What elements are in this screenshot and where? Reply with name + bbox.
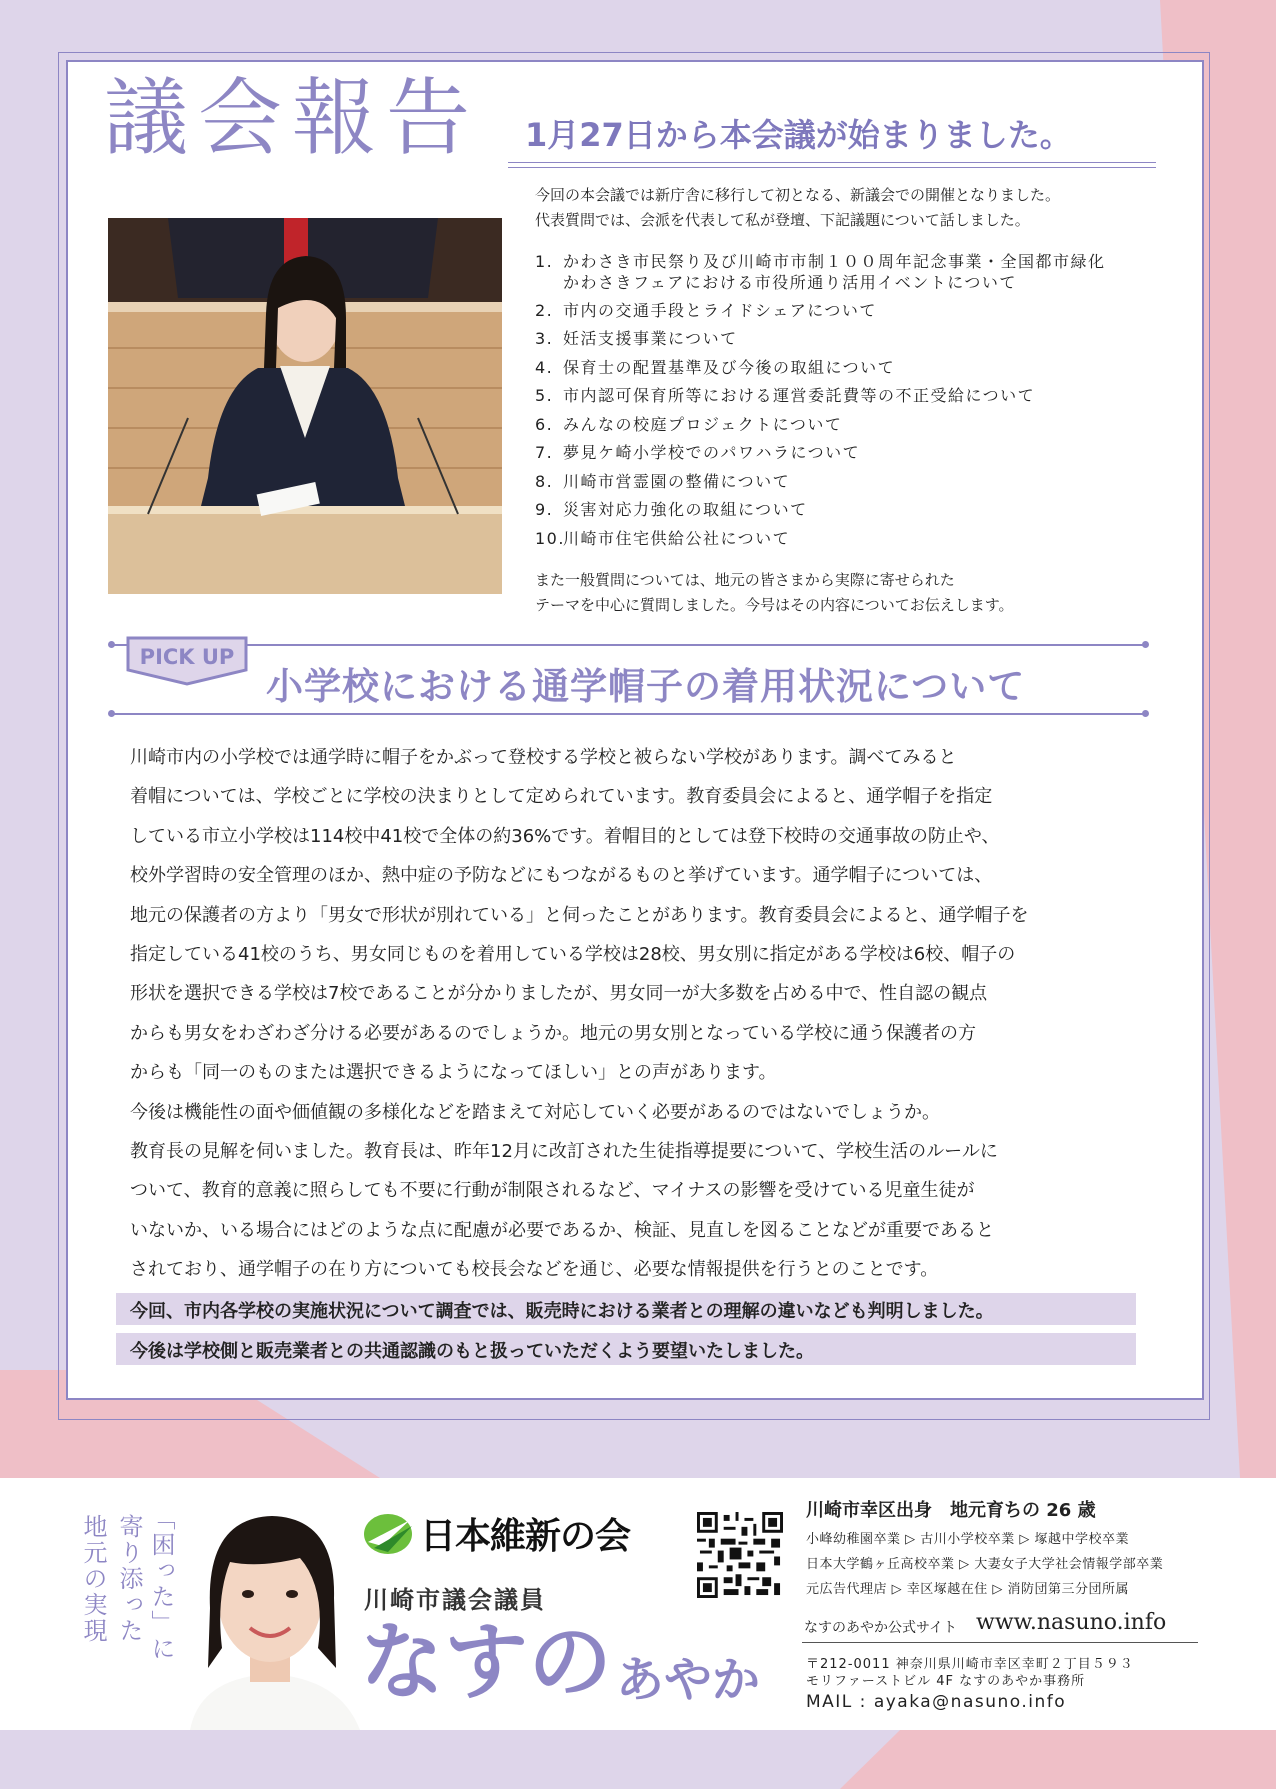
page-subtitle: 1月27日から本会議が始まりました。 [525,116,1072,154]
intro-text [535,183,1060,233]
profile-line: 日本大学鶴ヶ丘高校卒業 ▷ 大妻女子大学社会情報学部卒業 [806,1557,1164,1572]
highlight-text: 今後は学校側と販売業者との共通認識のもと扱っていただくよう要望いたしました。 [130,1341,814,1362]
profile-heading: 川崎市幸区出身 地元育ちの 26 歳 [806,1500,1096,1521]
intro-line: 今回の本会議では新庁舎に移行して初となる、新議会での開催となりました。 [535,186,1061,204]
topic-item-continuation: かわさきフェアにおける市役所通り活用イベントについて [563,272,1017,292]
intro-line: 代表質問では、会派を代表して私が登壇、下記議題について話しました。 [535,211,1030,229]
slogan-line: 「困った」に [147,1506,175,1662]
email-link[interactable]: MAIL : ayaka@nasuno.info [806,1692,1067,1712]
candidate-portrait [150,1498,390,1730]
topic-number: 8. [535,471,554,491]
topic-text: 川崎市住宅供給公社について [563,528,791,548]
topic-number: 10. [535,528,565,548]
rule-dot [1142,641,1149,648]
outro-line: また一般質問については、地元の皆さまから実際に寄せられた [535,571,955,589]
topic-item [535,439,1106,468]
party-name: 日本維新の会 [420,1515,631,1557]
topic-text: 妊活支援事業について [563,329,738,348]
topic-item [535,468,1106,497]
section-title: 小学校における通学帽子の着用状況について [266,665,1026,708]
article-body [130,738,1138,1290]
subtitle-underline [508,162,1156,168]
office-address: モリファーストビル 4F なすのあやか事務所 [806,1674,1086,1689]
highlight-text: 今回、市内各学校の実施状況について調査では、販売時における業者との理解の違いなども判明しました。 [130,1301,994,1322]
topic-text: 保育士の配置基準及び今後の取組について [563,357,896,377]
office-address: 〒212-0011 神奈川県川崎市幸区幸町２丁目５９３ [806,1657,1134,1672]
body-line: からも男女をわざわざ分ける必要があるのでしょうか。地元の男女別となっている学校に通う保護者の方 [130,1022,976,1044]
topic-number: 9. [535,500,554,519]
topic-number: 5. [535,386,554,405]
body-line: 地元の保護者の方より「男女で形状が別れている」と伺ったことがあります。教育委員会によると、通学帽子を [130,904,1029,926]
rule-dot [1142,710,1149,717]
topic-text: みんなの校庭プロジェクトについて [563,414,843,434]
body-line: 校外学習時の安全管理のほか、熱中症の予防などにもつながるものと挙げています。通学帽子については、 [130,865,993,887]
qr-code-icon[interactable] [697,1512,783,1598]
body-line: 形状を選択できる学校は7校であることが分かりましたが、男女同一が大多数を占める中で、性自認の観点 [130,983,988,1005]
body-line: 川崎市内の小学校では通学時に帽子をかぶって登校する学校と被らない学校があります。調べてみると [130,747,957,768]
outro-text [535,568,1014,618]
body-line: 教育長の見解を伺いました。教育長は、昨年12月に改訂された生徒指導提要について、学校生活のルールに [130,1141,998,1163]
official-site-link[interactable]: www.nasuno.info [976,1610,1167,1635]
portrait-illustration [150,1498,390,1730]
slogan-line: 寄り添った [115,1514,143,1644]
pickup-badge-label: PICK UP [139,645,235,669]
pickup-rule-top [110,644,1146,646]
rule-dot [108,710,115,717]
speech-photo [108,218,502,594]
topic-item [535,411,1106,440]
pickup-rule-bottom [110,713,1146,715]
topic-number: 7. [535,443,554,462]
body-line: 指定している41校のうち、男女同じものを着用している学校は28校、男女別に指定がある学校は6校、帽子の [130,944,1016,966]
body-line: からも「同一のものまたは選択できるようになってほしい」との声があります。 [130,1062,777,1084]
topic-item [535,382,1106,411]
topic-number: 6. [535,414,554,434]
topic-number: 3. [535,329,554,348]
candidate-role: 川崎市議会議員 [364,1586,546,1614]
candidate-name: なすの [360,1613,613,1711]
body-line: されており、通学帽子の在り方についても校長会などを通じ、必要な情報提供を行うとのことです。 [130,1259,939,1281]
site-divider [802,1642,1198,1643]
topic-text: かわさき市民祭り及び川崎市市制１００周年記念事業・全国都市緑化 [563,252,1106,271]
body-line: している市立小学校は114校中41校で全体の約36%です。着帽目的としては登下校時の交通事故の防止や、 [130,825,1000,847]
topic-item [535,354,1106,383]
question-topic-list [535,248,1106,553]
topic-number: 4. [535,357,554,377]
topic-item [535,496,1106,525]
topic-number: 1. [535,252,554,271]
highlight-box [116,1333,1136,1365]
outro-line: テーマを中心に質問しました。今号はその内容についてお伝えします。 [535,596,1014,614]
topic-item [535,325,1106,354]
profile-line: 元広告代理店 ▷ 幸区塚越在住 ▷ 消防団第三分団所属 [806,1582,1130,1597]
page-title: 議会報告 [104,69,481,167]
topic-number: 2. [535,300,554,320]
topic-item [535,297,1106,326]
speaker-at-podium-illustration [108,218,502,594]
site-label: なすのあやか公式サイト [804,1620,958,1636]
topic-item [535,525,1106,554]
topic-text: 市内の交通手段とライドシェアについて [563,300,877,320]
candidate-given-name: あやか [616,1652,761,1708]
topic-text: 川崎市営霊園の整備について [563,471,791,491]
topic-text: 災害対応力強化の取組について [563,500,808,519]
topic-text: 市内認可保育所等における運営委託費等の不正受給について [563,386,1036,405]
body-line: 今後は機能性の面や価値観の多様化などを踏まえて対応していく必要があるのではないでしょうか。 [130,1101,940,1123]
highlight-box [116,1293,1136,1325]
rule-dot [108,641,115,648]
profile-line: 小峰幼稚園卒業 ▷ 古川小学校卒業 ▷ 塚越中学校卒業 [806,1532,1130,1547]
topic-text: 夢見ケ崎小学校でのパワハラについて [563,443,861,462]
body-line: 着帽については、学校ごとに学校の決まりとして定められています。教育委員会によると、通学帽子を指定 [130,786,993,808]
pickup-badge [124,634,250,688]
body-line: ついて、教育的意義に照らしても不要に行動が制限されるなど、マイナスの影響を受けている児童生徒が [130,1180,975,1202]
body-line: いないか、いる場合にはどのような点に配慮が必要であるか、検証、見直しを図ることなどが重要であると [130,1219,994,1241]
slogan-line: 地元の実現 [79,1514,107,1644]
